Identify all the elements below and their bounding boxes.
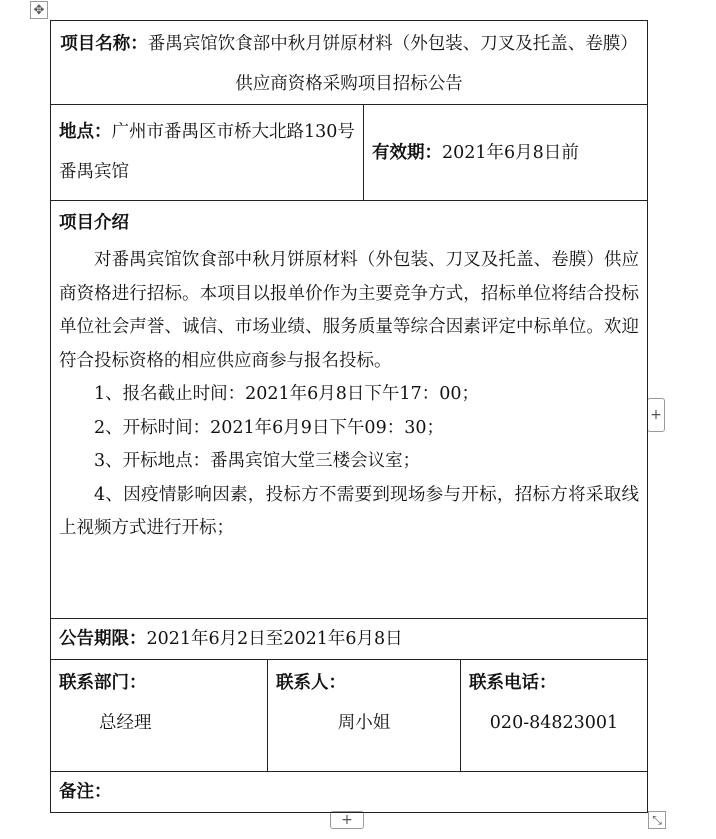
contact-phone-value: 020-84823001 <box>489 713 619 733</box>
project-title-text: 番禺宾馆饮食部中秋月饼原材料（外包装、刀叉及托盖、卷膜）供应商资格采购项目招标公告 <box>147 34 638 94</box>
contact-dept-label: 联系部门： <box>59 673 147 693</box>
project-intro-cell[interactable] <box>51 201 648 619</box>
table-resize-handle[interactable] <box>648 811 666 829</box>
remark-cell[interactable] <box>51 772 648 813</box>
validity-label: 有效期： <box>372 142 442 163</box>
intro-item: 1、报名截止时间：2021年6月8日下午17：00； <box>94 384 479 404</box>
validity-text: 2021年6月8日前 <box>442 142 579 163</box>
add-row-button[interactable] <box>647 398 665 432</box>
contact-phone-label: 联系电话： <box>469 673 557 693</box>
period-label: 公告期限： <box>59 629 147 649</box>
contact-dept-cell[interactable] <box>51 660 268 772</box>
contact-phone-cell[interactable] <box>461 660 648 772</box>
announcement-period-cell[interactable] <box>51 619 648 660</box>
intro-item: 3、开标地点：番禺宾馆大堂三楼会议室； <box>94 451 421 471</box>
period-text: 2021年6月2日至2021年6月8日 <box>146 629 403 649</box>
contact-dept-value: 总经理 <box>99 713 152 733</box>
intro-item: 2、开标时间：2021年6月9日下午09：30； <box>94 417 444 438</box>
location-text: 广州市番禺区市桥大北路130号番禺宾馆 <box>59 122 355 182</box>
add-column-button[interactable] <box>330 811 364 829</box>
resize-icon: ⤡ <box>652 812 662 827</box>
validity-cell[interactable] <box>364 105 648 201</box>
intro-paragraph: 对番禺宾馆饮食部中秋月饼原材料（外包装、刀叉及托盖、卷膜）供应商资格进行招标。本项目以报单价作为主要竞争方式，招标单位将结合投标单位社会声誉、诚信、市场业绩、服务质量等综合因素评定中标单位。欢迎符合投标资格的相应供应商参与报名投标。 <box>59 250 639 371</box>
contact-person-cell[interactable] <box>268 660 461 772</box>
table-move-handle[interactable] <box>30 1 48 19</box>
contact-person-label: 联系人： <box>276 673 346 693</box>
project-title-label: 项目名称 <box>60 34 131 54</box>
announcement-table <box>50 20 648 813</box>
location-cell[interactable] <box>51 105 364 201</box>
location-label: 地点： <box>59 122 112 142</box>
project-title-cell[interactable]: 项目名称：番禺宾馆饮食部中秋月饼原材料（外包装、刀叉及托盖、卷膜）供应商资格采购项目招标公告 <box>51 21 648 105</box>
intro-item: 4、因疫情影响因素，投标方不需要到现场参与开标，招标方将采取线上视频方式进行开标； <box>59 484 639 538</box>
intro-heading: 项目介绍 <box>59 213 129 233</box>
move-icon: ✥ <box>33 2 45 18</box>
plus-icon: + <box>650 407 662 423</box>
contact-person-value: 周小姐 <box>337 713 391 733</box>
plus-icon: + <box>341 812 353 828</box>
remark-label: 备注： <box>59 782 112 802</box>
